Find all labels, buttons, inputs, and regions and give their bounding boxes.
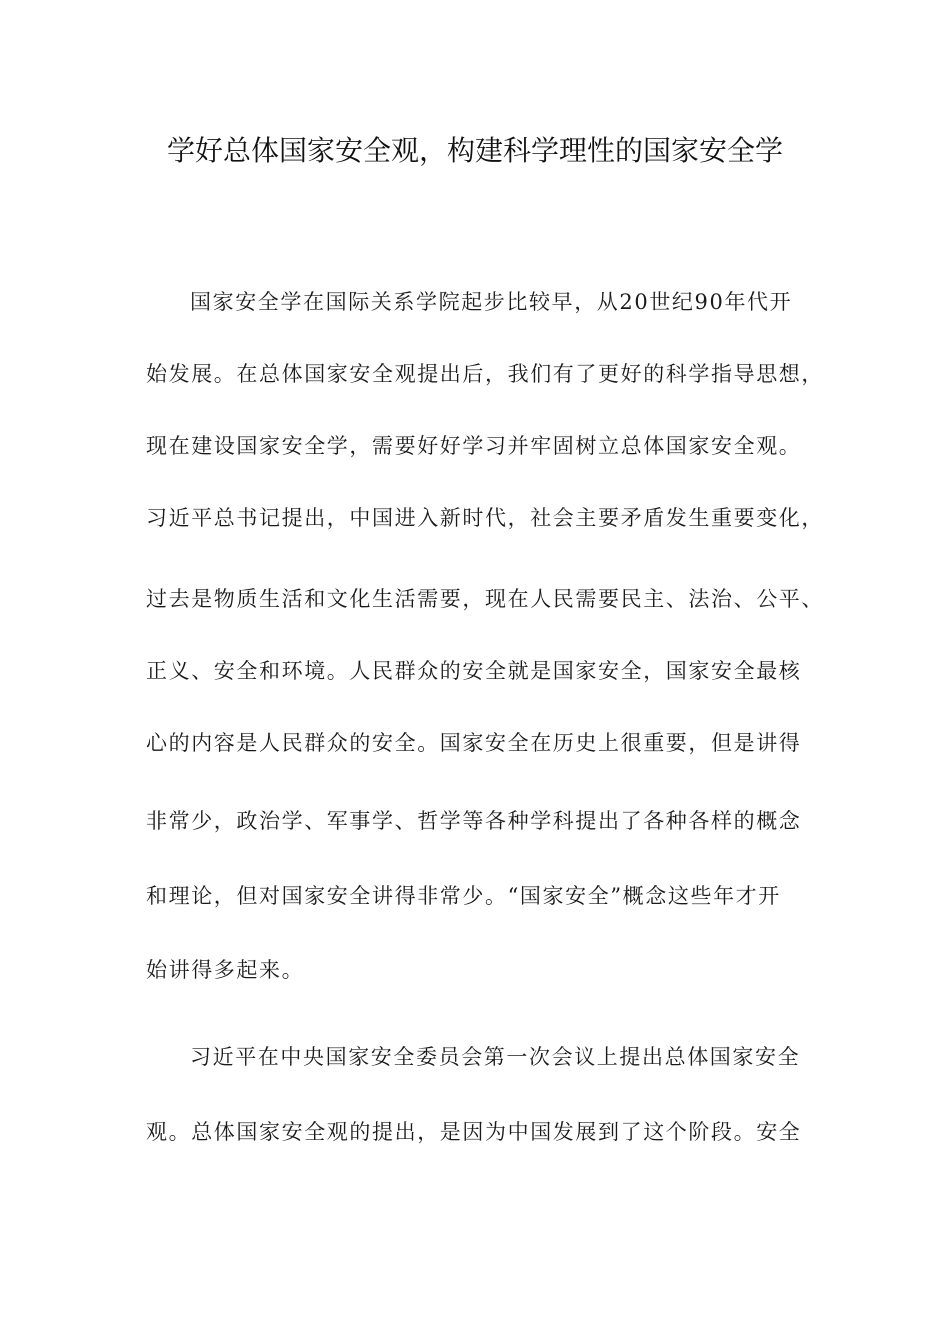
paragraph-line: 过去是物质生活和文化生活需要，现在人民需要民主、法治、公平、: [146, 587, 824, 611]
paragraph-line: 国家安全学在国际关系学院起步比较早，从20世纪90年代开: [190, 290, 793, 314]
document-title: 学好总体国家安全观，构建科学理性的国家安全学: [166, 134, 783, 167]
paragraph-line: 习近平总书记提出，中国进入新时代，社会主要矛盾发生重要变化，: [146, 506, 824, 530]
paragraph-line: 正义、安全和环境。人民群众的安全就是国家安全，国家安全最核: [146, 659, 802, 683]
paragraph-line: 观。总体国家安全观的提出，是因为中国发展到了这个阶段。安全: [146, 1120, 802, 1144]
paragraph-line: 非常少，政治学、军事学、哲学等各种学科提出了各种各样的概念: [146, 809, 802, 833]
paragraph-line: 现在建设国家安全学，需要好好学习并牢固树立总体国家安全观。: [146, 434, 802, 458]
paragraph-line: 始发展。在总体国家安全观提出后，我们有了更好的科学指导思想，: [146, 362, 824, 386]
paragraph-line: 习近平在中央国家安全委员会第一次会议上提出总体国家安全: [190, 1045, 801, 1069]
paragraph-line: 和理论，但对国家安全讲得非常少。“国家安全”概念这些年才开: [146, 884, 781, 908]
paragraph-line: 心的内容是人民群众的安全。国家安全在历史上很重要，但是讲得: [146, 731, 802, 755]
paragraph-line: 始讲得多起来。: [146, 958, 305, 982]
